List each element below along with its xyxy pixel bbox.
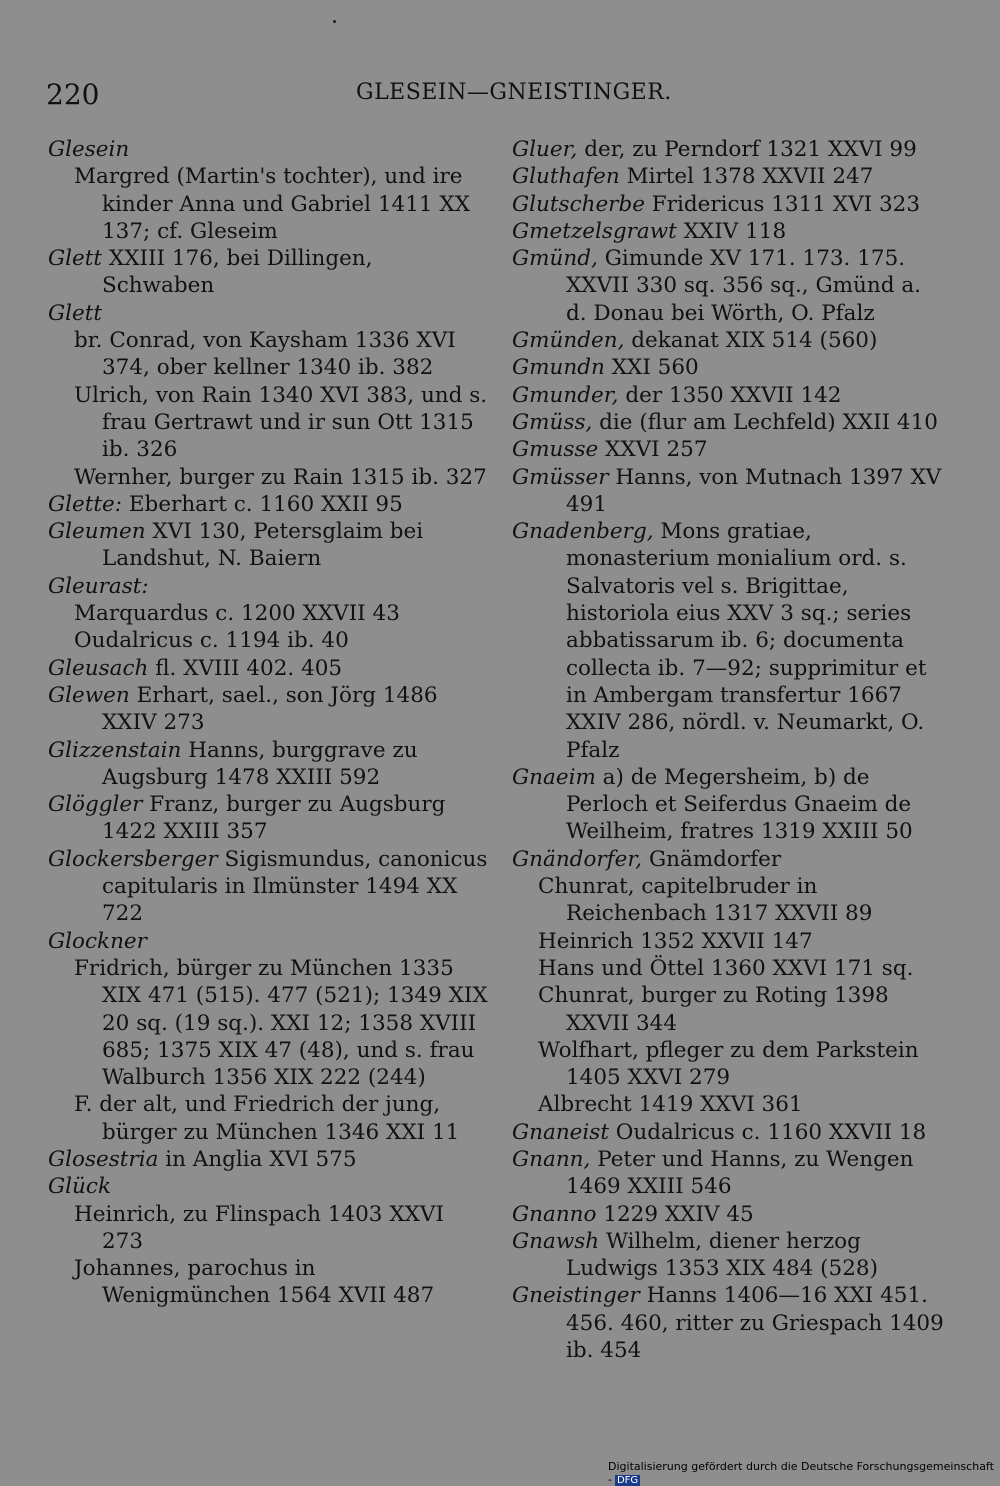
sub-entry [512, 928, 944, 955]
index-entry [48, 737, 488, 792]
sub-entry-text: Johannes, parochus in Wenigmünchen 1564 XVII 487 [74, 1256, 435, 1309]
headword: Gmüsser [512, 464, 609, 490]
index-entry [512, 518, 944, 764]
index-entry [512, 1146, 944, 1201]
index-entry [48, 1173, 488, 1200]
sub-entry-text: Wolfhart, pfleger zu dem Parkstein 1405 XXVI 279 [538, 1037, 919, 1091]
entry-text: Franz, burger zu Augsburg 1422 XXIII 357 [102, 792, 446, 845]
headword: Gluer, [512, 137, 578, 162]
headword: Glöggler [48, 792, 143, 818]
entry-text: XXI 560 [604, 355, 699, 381]
sub-entry [48, 327, 488, 382]
entry-text: XVI 130, Petersglaim bei Landshut, N. Baiern [102, 519, 424, 572]
sub-entry-text: br. Conrad, von Kaysham 1336 XVI 374, ober kellner 1340 ib. 382 [74, 328, 456, 381]
sub-entry [512, 873, 944, 928]
index-entry [48, 846, 488, 928]
left-column [48, 136, 488, 1310]
sub-entry [512, 982, 944, 1037]
headword: Glockner [48, 928, 147, 954]
index-entry [512, 436, 944, 463]
page-number: 220 [46, 78, 100, 111]
sub-entry [48, 627, 488, 654]
index-entry [48, 573, 488, 600]
headword: Gnann, [512, 1146, 591, 1172]
sub-entry-text: Chunrat, burger zu Roting 1398 XXVII 344 [538, 983, 889, 1036]
entry-text: dekanat XIX 514 (560) [624, 328, 878, 354]
entry-text: Fridericus 1311 XVI 323 [644, 191, 921, 217]
index-entry [512, 464, 944, 519]
entry-text: Oudalricus c. 1160 XXVII 18 [608, 1119, 927, 1145]
index-entry [512, 327, 944, 354]
index-entry [48, 491, 488, 518]
headword: Gleusach [48, 655, 149, 681]
entry-text: Mons gratiae, monasterium monialium ord. s. Salvatoris vel s. Brigittae, historiola eius XXV 3 sq.; series abbatissarum ib. 6; documenta collecta ib. 7—92; supprimitur et in Ambergam transfertur 1667 XXIV 286, nördl. v. Neumarkt, O. Pfalz [566, 519, 927, 763]
index-entry [512, 136, 944, 163]
sub-entry-text: Fridrich, bürger zu München 1335 XIX 471 (515). 477 (521); 1349 XIX 20 sq. (19 sq.). XXI 12; 1358 XVIII 685; 1375 XIX 47 (48), und s. frau Walburch 1356 XIX 222 (244) [74, 955, 488, 1091]
sub-entry [512, 955, 944, 982]
entry-text: 1229 XXIV 45 [596, 1201, 754, 1227]
headword: Gmetzelsgrawt [512, 218, 677, 244]
sub-entry-text: Heinrich 1352 XXVII 147 [538, 928, 813, 954]
entry-text: a) de Megersheim, b) de Perloch et Seiferdus Gnaeim de Weilheim, fratres 1319 XXIII 50 [566, 764, 913, 845]
headword: Glett [48, 300, 103, 326]
entry-text: Gimunde XV 171. 173. 175. XXVII 330 sq. 356 sq., Gmünd a. d. Donau bei Wörth, O. Pfalz [566, 246, 921, 326]
headword: Gnaeim [512, 764, 596, 790]
index-entry [48, 518, 488, 573]
sub-entry-text: F. der alt, und Friedrich der jung, bürger zu München 1346 XXI 11 [74, 1092, 460, 1145]
headword: Glockersberger [48, 846, 218, 872]
index-entry [48, 245, 488, 300]
index-entry [512, 163, 944, 190]
headword: Gnaneist [512, 1119, 609, 1145]
entry-text: XXIV 118 [676, 218, 787, 244]
headword: Glutscherbe [512, 191, 645, 217]
sub-entry [48, 1091, 488, 1146]
index-entry [512, 354, 944, 381]
dfg-logo: DFG [616, 1475, 639, 1486]
entry-text: XXIII 176, bei Dillingen, Schwaben [102, 246, 373, 299]
running-head: GLESEIN—GNEISTINGER. [356, 80, 672, 105]
headword: Glett [48, 246, 103, 272]
sub-entry [512, 1091, 944, 1118]
headword: Gmünden, [512, 328, 625, 354]
sub-entry-text: Albrecht 1419 XXVI 361 [538, 1092, 803, 1118]
headword: Gluthafen [512, 164, 620, 190]
index-entry [512, 1228, 944, 1283]
headword: Gmunder, [512, 382, 619, 408]
index-entry [512, 218, 944, 245]
index-entry [48, 1146, 488, 1173]
entry-text: in Anglia XVI 575 [158, 1146, 357, 1172]
index-entry [48, 300, 488, 327]
headword: Gmüss, [512, 409, 593, 435]
entry-text: XXVI 257 [598, 437, 708, 463]
headword: Glesein [48, 137, 130, 162]
headword: Gneistinger [512, 1283, 640, 1309]
entry-text: Mirtel 1378 XXVII 247 [619, 164, 874, 190]
index-entry [48, 655, 488, 682]
headword: Gmünd, [512, 246, 598, 272]
sub-entry-text: Marquardus c. 1200 XXVII 43 [74, 601, 400, 627]
sub-entry-text: Heinrich, zu Flinspach 1403 XXVI 273 [74, 1201, 444, 1254]
index-entry [512, 191, 944, 218]
sub-entry-text: Margred (Martin's tochter), und ire kinder Anna und Gabriel 1411 XX 137; cf. Gleseim [74, 164, 471, 244]
entry-text: Sigismundus, canonicus capitularis in Ilmünster 1494 XX 722 [102, 846, 488, 927]
entry-text: Hanns, burggrave zu Augsburg 1478 XXIII 592 [102, 737, 418, 790]
headword: Gmundn [512, 355, 605, 381]
headword: Gnadenberg, [512, 519, 654, 545]
headword: Gnawsh [512, 1228, 600, 1254]
entry-text: fl. XVIII 402. 405 [148, 655, 343, 681]
sub-entry [48, 464, 488, 491]
headword: Glizzenstain [48, 737, 182, 763]
headword: Gnanno [512, 1201, 597, 1227]
sub-entry-text: Ulrich, von Rain 1340 XVI 383, und s. frau Gertrawt und ir sun Ott 1315 ib. 326 [74, 382, 488, 463]
index-entry [48, 791, 488, 846]
headword: Gleurast: [48, 573, 149, 599]
headword: Gleumen [48, 519, 146, 545]
right-column [512, 136, 944, 1364]
footer-credit [608, 1460, 1000, 1486]
index-entry [512, 1201, 944, 1228]
headword: Gmusse [512, 437, 599, 463]
entry-text: Hanns 1406—16 XXI 451. 456. 460, ritter zu Griespach 1409 ib. 454 [566, 1283, 944, 1364]
entry-text: Peter und Hanns, zu Wengen 1469 XXIII 546 [566, 1146, 914, 1200]
sub-entry [48, 1201, 488, 1256]
sub-entry [48, 955, 488, 1091]
entry-text: die (flur am Lechfeld) XXII 410 [592, 409, 938, 435]
sub-entry [48, 382, 488, 464]
index-entry [48, 682, 488, 737]
index-entry [512, 1119, 944, 1146]
index-entry [512, 409, 944, 436]
entry-text: Hanns, von Mutnach 1397 XV 491 [566, 464, 942, 517]
index-entry [512, 245, 944, 327]
index-entry [48, 136, 488, 163]
index-entry [512, 846, 944, 873]
sub-entry-text: Wernher, burger zu Rain 1315 ib. 327 [74, 464, 487, 490]
index-entry [512, 382, 944, 409]
entry-text: Gnämdorfer [642, 846, 782, 872]
entry-text: Eberhart c. 1160 XXII 95 [122, 491, 403, 517]
entry-text: Erhart, sael., son Jörg 1486 XXIV 273 [102, 682, 438, 736]
index-entry [512, 1282, 944, 1364]
page-header [46, 78, 946, 114]
headword: Glewen [48, 682, 130, 708]
index-entry [512, 764, 944, 846]
headword: Glück [48, 1174, 111, 1200]
sub-entry [48, 1255, 488, 1310]
headword: Glosestria [48, 1146, 159, 1172]
sub-entry [512, 1037, 944, 1092]
sub-entry [48, 600, 488, 627]
sub-entry-text: Oudalricus c. 1194 ib. 40 [74, 628, 349, 654]
scan-speck [333, 20, 336, 23]
entry-text: der, zu Perndorf 1321 XXVI 99 [577, 137, 917, 162]
entry-text: Wilhelm, diener herzog Ludwigs 1353 XIX 484 (528) [566, 1228, 878, 1282]
headword: Gnändorfer, [512, 846, 643, 872]
sub-entry-text: Chunrat, capitelbruder in Reichenbach 1317 XXVII 89 [538, 874, 873, 927]
footer-text: Digitalisierung gefördert durch die Deutsche Forschungsgemeinschaft - [608, 1460, 994, 1486]
headword: Glette: [48, 491, 123, 517]
index-entry [48, 928, 488, 955]
entry-text: der 1350 XXVII 142 [618, 382, 842, 408]
sub-entry-text: Hans und Öttel 1360 XXVI 171 sq. [538, 955, 914, 981]
sub-entry [48, 163, 488, 245]
